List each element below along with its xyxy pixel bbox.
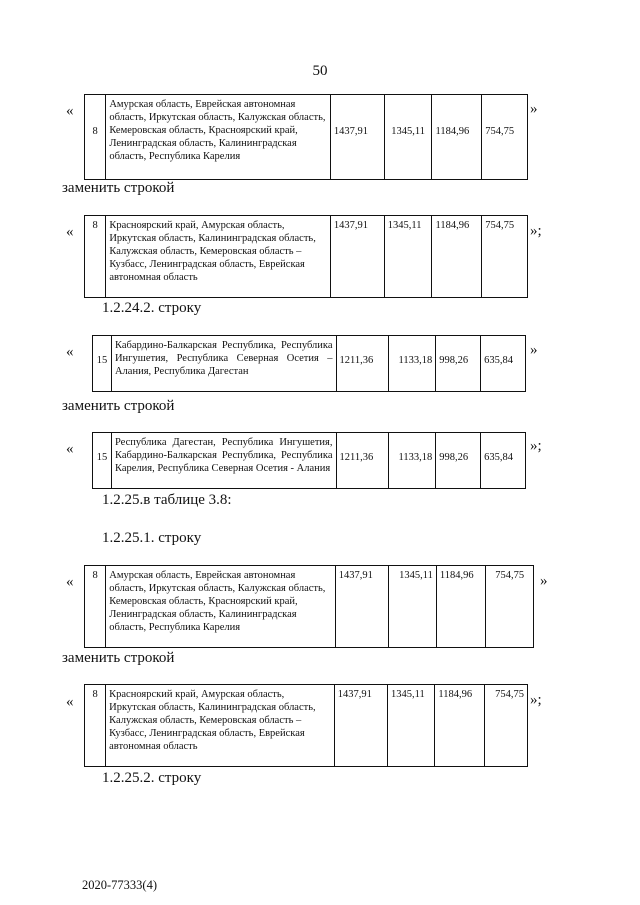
close-quote: »; — [530, 223, 542, 239]
table-row — [84, 215, 528, 298]
section-heading: 1.2.24.2. строку — [102, 300, 202, 316]
value-cell: 1184,96 — [436, 566, 486, 648]
close-quote: »; — [530, 692, 542, 708]
region-list: Красноярский край, Амурская область, Иркутская область, Калининградская область, Калужская область, Кемеровская область – Кузбасс, Ленинградская область, Еврейская автономная область — [106, 685, 335, 767]
region-list: Кабардино-Балкарская Республика, Республика Ингушетия, Республика Северная Осетия – Алания, Республика Дагестан — [111, 336, 336, 392]
open-quote: « — [66, 694, 74, 710]
value-cell: 1345,11 — [388, 685, 435, 767]
value-cell: 635,84 — [481, 336, 526, 392]
open-quote: « — [66, 224, 74, 240]
value-cell: 754,75 — [482, 95, 528, 180]
value-cell: 1345,11 — [389, 566, 437, 648]
table-row — [84, 684, 528, 767]
value-cell: 754,75 — [484, 685, 527, 767]
row-index: 8 — [85, 216, 106, 298]
section-heading: 1.2.25.1. строку — [102, 530, 202, 546]
value-cell: 1184,96 — [435, 685, 484, 767]
value-cell: 1133,18 — [389, 336, 436, 392]
value-cell: 754,75 — [482, 216, 528, 298]
close-quote: »; — [530, 438, 542, 454]
page-number: 50 — [312, 63, 328, 79]
open-quote: « — [66, 441, 74, 457]
row-index: 15 — [93, 433, 112, 489]
region-list: Амурская область, Еврейская автономная область, Иркутская область, Калужская область, Кемеровская область, Красноярский край, Ленинградская область, Калининградская область, Республика Карелия — [106, 566, 336, 648]
document-code: 2020-77333(4) — [82, 878, 157, 892]
section-heading: 1.2.25.в таблице 3.8: — [102, 492, 232, 508]
value-cell: 1184,96 — [432, 216, 482, 298]
table-row — [84, 94, 528, 180]
value-cell: 1345,11 — [384, 216, 432, 298]
value-cell: 1345,11 — [384, 95, 432, 180]
row-index: 15 — [93, 336, 112, 392]
close-quote: » — [530, 342, 538, 358]
value-cell: 998,26 — [436, 433, 481, 489]
section-heading: 1.2.25.2. строку — [102, 770, 202, 786]
table-row — [92, 335, 526, 392]
value-cell: 1184,96 — [432, 95, 482, 180]
table-row — [84, 565, 534, 648]
open-quote: « — [66, 103, 74, 119]
close-quote: » — [530, 101, 538, 117]
value-cell: 754,75 — [486, 566, 534, 648]
region-list: Республика Дагестан, Республика Ингушетия, Кабардино-Балкарская Республика, Республика Карелия, Республика Северная Осетия - Алания — [111, 433, 336, 489]
row-index: 8 — [85, 685, 106, 767]
row-index: 8 — [85, 566, 106, 648]
value-cell: 1437,91 — [330, 216, 384, 298]
close-quote: » — [540, 573, 548, 589]
row-index: 8 — [85, 95, 106, 180]
value-cell: 1133,18 — [389, 433, 436, 489]
value-cell: 998,26 — [436, 336, 481, 392]
region-list: Красноярский край, Амурская область, Иркутская область, Калининградская область, Калужская область, Кемеровская область – Кузбасс, Ленинградская область, Еврейская автономная область — [106, 216, 331, 298]
value-cell: 635,84 — [481, 433, 526, 489]
value-cell: 1211,36 — [336, 433, 389, 489]
replace-label: заменить строкой — [62, 180, 175, 196]
value-cell: 1437,91 — [335, 566, 389, 648]
replace-label: заменить строкой — [62, 398, 175, 414]
table-row — [92, 432, 526, 489]
value-cell: 1211,36 — [336, 336, 389, 392]
value-cell: 1437,91 — [334, 685, 387, 767]
open-quote: « — [66, 344, 74, 360]
open-quote: « — [66, 574, 74, 590]
value-cell: 1437,91 — [330, 95, 384, 180]
replace-label: заменить строкой — [62, 650, 175, 666]
region-list: Амурская область, Еврейская автономная область, Иркутская область, Калужская область, Кемеровская область, Красноярский край, Ленинградская область, Калининградская область, Республика Карелия — [106, 95, 331, 180]
